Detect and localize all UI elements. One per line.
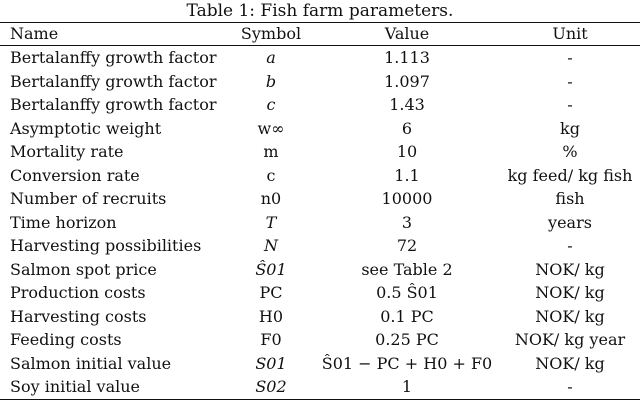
cell-symbol: c — [266, 95, 276, 114]
cell-name: Salmon initial value — [10, 353, 172, 373]
cell-symbol: m — [263, 142, 279, 161]
cell-name: Asymptotic weight — [10, 118, 162, 138]
cell-symbol: F0 — [260, 330, 282, 349]
header-row — [0, 23, 640, 46]
table-row — [0, 281, 640, 305]
table-row — [0, 140, 640, 164]
cell-name: Harvesting possibilities — [10, 236, 202, 255]
table-row — [0, 70, 640, 94]
cell-symbol: T — [265, 212, 277, 232]
header-value: Value — [314, 23, 500, 46]
cell-symbol: n0 — [260, 189, 282, 208]
cell-unit: - — [567, 236, 573, 255]
cell-value: see Table 2 — [361, 259, 453, 279]
cell-value: 10 — [396, 142, 418, 161]
table-row — [0, 93, 640, 117]
table-row — [0, 375, 640, 399]
cell-unit: kg — [560, 118, 580, 138]
cell-name: Harvesting costs — [10, 306, 147, 326]
cell-unit: kg feed/ kg fish — [507, 165, 633, 185]
cell-symbol: S02 — [228, 375, 314, 399]
cell-name: Time horizon — [10, 212, 117, 232]
cell-unit: NOK/ kg — [535, 283, 605, 302]
table-caption: Table 1: Fish farm parameters. — [186, 1, 454, 21]
cell-unit: - — [500, 375, 640, 399]
cell-name: Soy initial value — [0, 375, 228, 399]
cell-symbol: a — [266, 48, 276, 67]
table-row — [0, 305, 640, 329]
cell-name: Bertalanffy growth factor — [10, 71, 217, 91]
header-unit: Unit — [500, 23, 640, 46]
cell-value: 1.113 — [384, 48, 430, 67]
cell-value: 1.097 — [384, 71, 430, 91]
cell-symbol: H0 — [258, 306, 284, 326]
cell-name: Salmon spot price — [10, 259, 157, 279]
cell-name: Mortality rate — [10, 142, 124, 161]
cell-unit: - — [567, 95, 573, 114]
table-row — [0, 211, 640, 235]
cell-value: 3 — [401, 212, 413, 232]
cell-unit: - — [567, 71, 573, 91]
cell-symbol: PC — [259, 283, 283, 302]
cell-symbol: Ŝ01 — [255, 259, 287, 279]
cell-value: Ŝ01 − PC + H0 + F0 — [321, 353, 493, 373]
table-row — [0, 352, 640, 376]
cell-unit: NOK/ kg year — [514, 330, 626, 349]
cell-value: 0.5 Ŝ01 — [376, 283, 438, 302]
cell-name: Bertalanffy growth factor — [10, 95, 217, 114]
cell-value: 0.1 PC — [380, 306, 434, 326]
cell-unit: % — [562, 142, 578, 161]
cell-value: 1.43 — [389, 95, 425, 114]
cell-unit: - — [567, 48, 573, 67]
cell-symbol: S01 — [255, 353, 287, 373]
cell-unit: NOK/ kg — [535, 259, 605, 279]
table-row — [0, 258, 640, 282]
table-row — [0, 46, 640, 70]
cell-unit: NOK/ kg — [535, 353, 605, 373]
parameters-table — [0, 22, 640, 400]
table-row — [0, 117, 640, 141]
cell-symbol: N — [264, 236, 278, 255]
cell-symbol: w∞ — [257, 118, 285, 138]
header-name: Name — [0, 23, 228, 46]
table-row — [0, 234, 640, 258]
cell-name: Conversion rate — [10, 165, 140, 185]
cell-name: Feeding costs — [10, 330, 122, 349]
table-row — [0, 187, 640, 211]
cell-unit: fish — [555, 189, 585, 208]
header-symbol: Symbol — [228, 23, 314, 46]
cell-value: 1.1 — [394, 165, 420, 185]
cell-value: 10000 — [381, 189, 433, 208]
cell-unit: years — [548, 212, 592, 232]
table-row — [0, 328, 640, 352]
cell-symbol: b — [265, 71, 277, 91]
cell-name: Number of recruits — [10, 189, 167, 208]
cell-name: Production costs — [10, 283, 146, 302]
table-row — [0, 164, 640, 188]
cell-unit: NOK/ kg — [535, 306, 605, 326]
cell-name: Bertalanffy growth factor — [10, 48, 217, 67]
cell-value: 0.25 PC — [375, 330, 439, 349]
cell-symbol: c — [266, 165, 276, 185]
cell-value: 6 — [401, 118, 413, 138]
cell-value: 1 — [314, 375, 500, 399]
cell-value: 72 — [396, 236, 418, 255]
